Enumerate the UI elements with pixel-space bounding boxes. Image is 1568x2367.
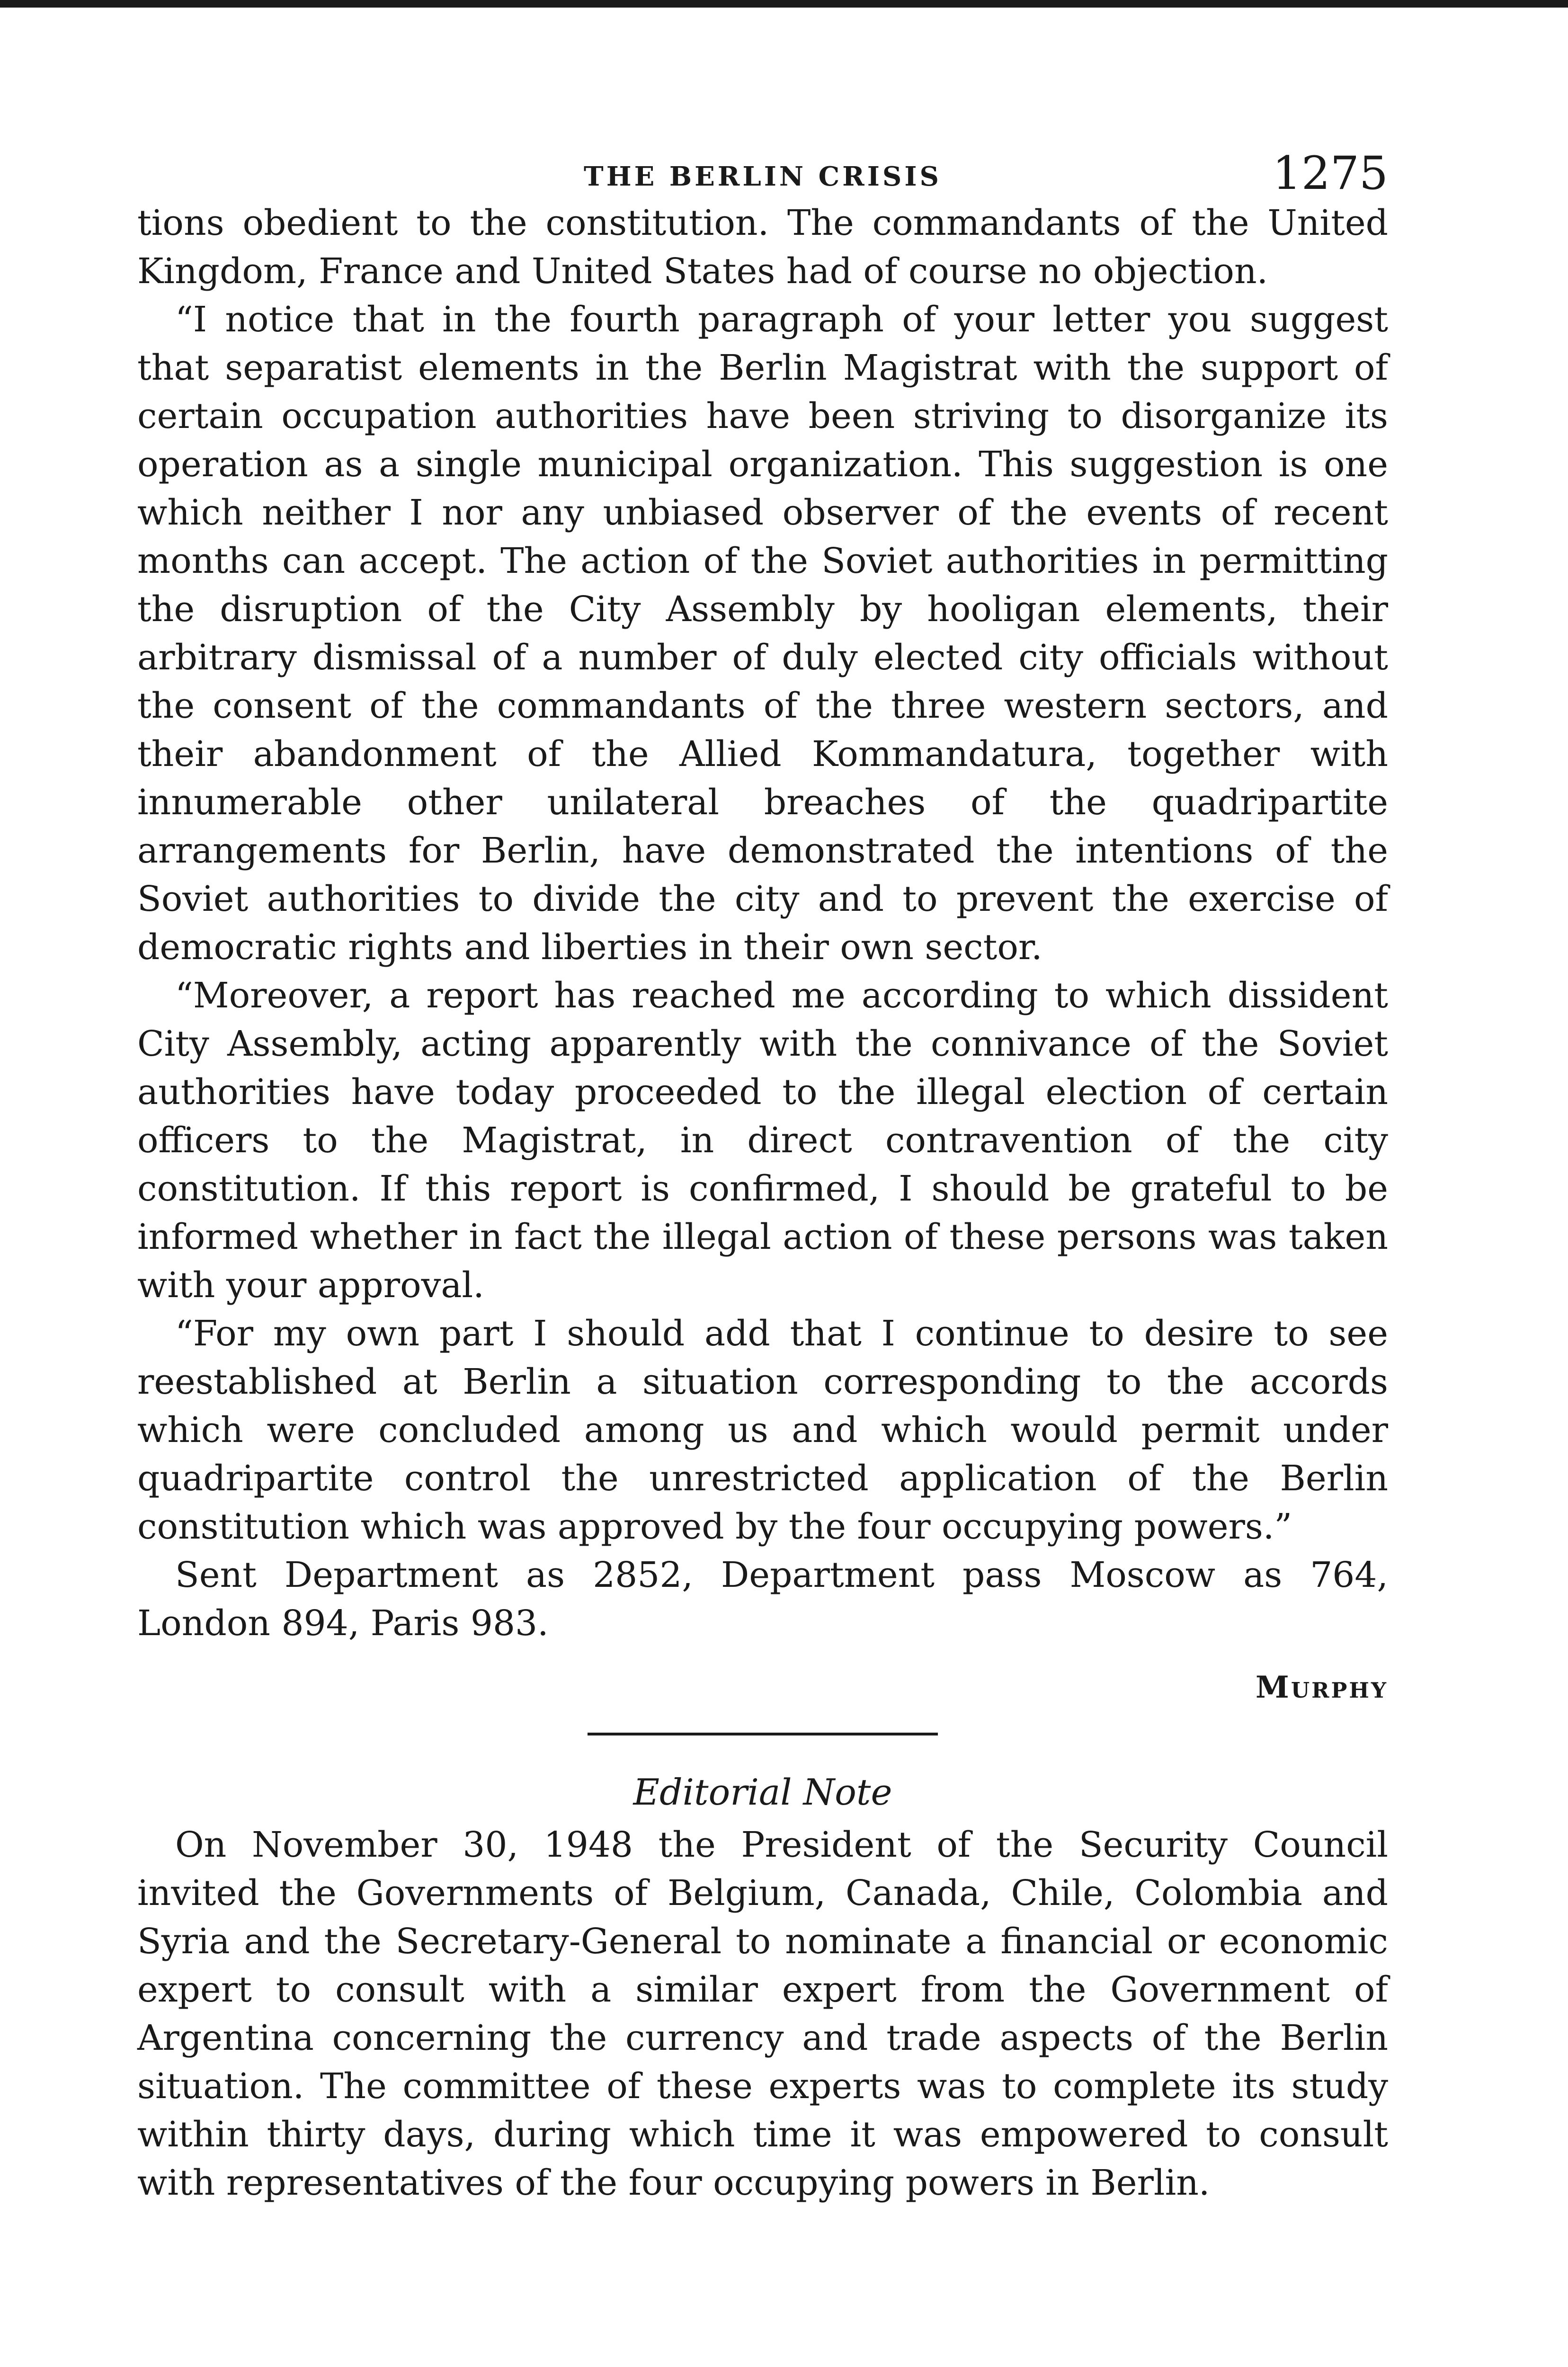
page-number: 1275 [1272, 147, 1388, 200]
section-title: Editorial Note [633, 1771, 892, 1813]
editorial-paragraph: On November 30, 1948 the President of the Security Council invited the Governments of Belgium, Canada, Chile, Colombia and Syria and the Secretary-General to nominate a financial or economic expert to consult with a similar expert from the Government of Argentina concerning the currency and trade aspects of the Berlin situation. The committee of these experts was to complete its study within thirty days, during which time it was empowered to consult with representatives of the four occupying powers in Berlin. [137, 1824, 1388, 2203]
letter-paragraph: “I notice that in the fourth paragraph of your letter you suggest that separatist elements in the Berlin Magistrat with the support of certain occupation authorities have been striving to disorganize its operation as a single municipal organization. This suggestion is one which neither I nor any unbiased observer of the events of recent months can accept. The action of the Soviet authorities in permitting the disruption of the City Assembly by hooligan elements, their arbitrary dismissal of a number of duly elected city officials without the consent of the commandants of the three western sectors, and their abandonment of the Allied Kommandatura, together with innumerable other unilateral breaches of the quadripartite arrangements for Berlin, have demonstrated the intentions of the Soviet authorities to divide the city and to prevent the exercise of democratic rights and liberties in their own sector. [137, 299, 1388, 968]
letter-paragraph: Sent Department as 2852, Department pass Moscow as 764, London 894, Paris 983. [137, 1555, 1388, 1644]
letter-body [137, 199, 1388, 1647]
running-title: THE BERLIN CRISIS [584, 161, 942, 192]
letter-paragraph: “For my own part I should add that I continue to desire to see reestablished at Berlin a situation corresponding to the accords which were concluded among us and which would permit under quadripartite control the unrestricted application of the Berlin constitution which was approved by the four occupying powers.” [137, 1313, 1388, 1547]
document-page [137, 142, 1388, 2207]
editorial-note [137, 1821, 1388, 2207]
running-head [137, 142, 1388, 199]
letter-paragraph: tions obedient to the constitution. The commandants of the United Kingdom, France and United States had of course no objection. [137, 203, 1388, 292]
signature: Murphy [1256, 1670, 1388, 1705]
letter-paragraph: “Moreover, a report has reached me according to which dissident City Assembly, acting apparently with the connivance of the Soviet authorities have today proceeded to the illegal election of certain officers to the Magistrat, in direct contravention of the city constitution. If this report is confirmed, I should be grateful to be informed whether in fact the illegal action of these persons was taken with your approval. [137, 975, 1388, 1306]
top-border [0, 0, 1568, 8]
section-divider [588, 1733, 938, 1735]
